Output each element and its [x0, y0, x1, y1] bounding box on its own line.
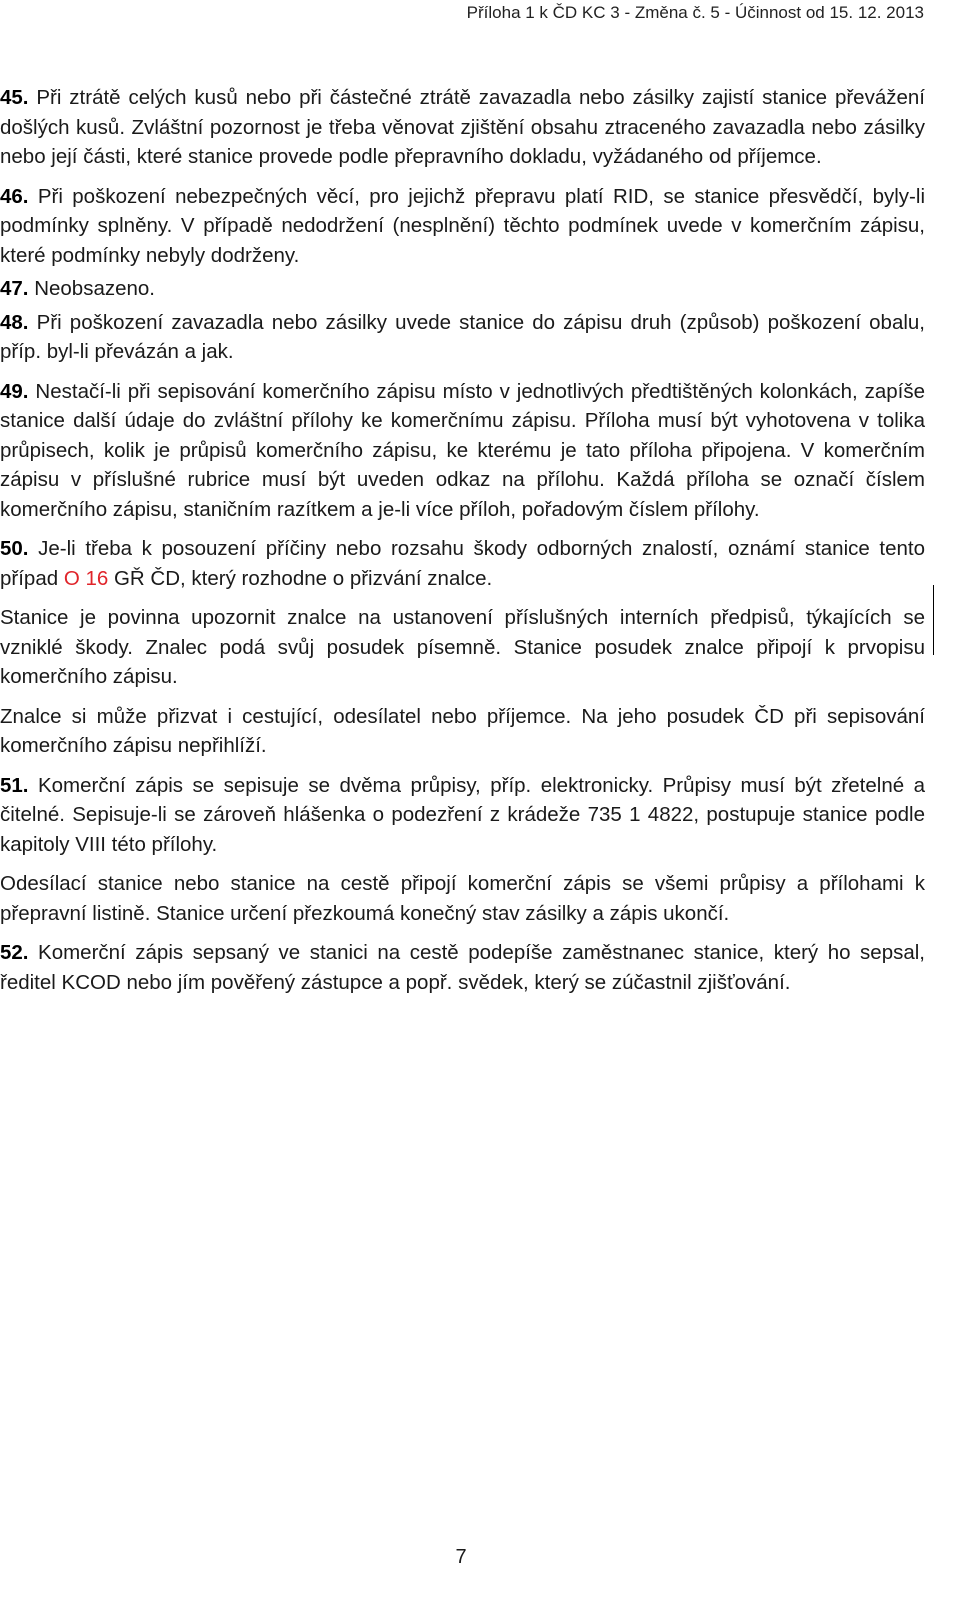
paragraph-number: 46. [0, 184, 29, 208]
paragraph-text: Stanice je povinna upozornit znalce na ustanovení příslušných interních předpisů, týkajících se vzniklé škody. Znalec podá svůj posudek písemně. Stanice posudek znalce připojí k prvopisu komerčního zápisu. [0, 606, 925, 688]
paragraph-text: Při poškození zavazadla nebo zásilky uvede stanice do zápisu druh (způsob) poškození obalu, příp. byl-li převázán a jak. [0, 310, 925, 363]
paragraph-50-note [0, 702, 925, 761]
paragraph-46 [0, 182, 925, 271]
paragraph-52 [0, 938, 925, 997]
paragraph-number: 50. [0, 537, 29, 560]
document-body [0, 83, 925, 997]
paragraph-50-continued [0, 603, 925, 692]
paragraph-number: 49. [0, 379, 29, 403]
paragraph-text: GŘ ČD, který rozhodne o přizvání znalce. [108, 566, 493, 590]
paragraph-text: Při ztrátě celých kusů nebo při částečné ztrátě zavazadla nebo zásilky zajistí stanice převážení došlých kusů. Zvláštní pozornost je třeba věnovat zjištění obsahu ztraceného zavazadla nebo zásilky nebo její části, které stanice provede podle přepravního dokladu, vyžádaného od příjemce. [0, 86, 925, 168]
paragraph-45 [0, 83, 925, 172]
paragraph-text: Komerční zápis se sepisuje se dvěma průpisy, příp. elektronicky. Průpisy musí být zřetelné a čitelné. Sepisuje-li se zároveň hlášenka o podezření z krádeže 735 1 4822, postupuje stanice podle kapitoly VIII této přílohy. [0, 773, 925, 856]
revision-change-bar [933, 585, 934, 655]
paragraph-number: 48. [0, 310, 29, 334]
paragraph-51 [0, 771, 925, 860]
paragraph-text: Je-li třeba k posouzení příčiny nebo rozsahu škody odborných znalostí, oznámí stanice tento případ [0, 537, 925, 590]
paragraph-text: Při poškození nebezpečných věcí, pro jejichž přepravu platí RID, se stanice přesvědčí, byly-li podmínky splněny. V případě nedodržení (nesplnění) těchto podmínek uvede v komerčním zápisu, které podmínky nebyly dodrženy. [0, 184, 925, 267]
paragraph-51-continued [0, 869, 925, 928]
paragraph-number: 45. [0, 86, 29, 109]
paragraph-text: Odesílací stanice nebo stanice na cestě připojí komerční zápis se všemi průpisy a přílohami k přepravní listině. Stanice určení přezkoumá konečný stav zásilky a zápis ukončí. [0, 872, 925, 925]
highlighted-reference: O 16 [63, 566, 109, 590]
paragraph-text: Znalce si může přizvat i cestující, odesílatel nebo příjemce. Na jeho posudek ČD při sepisování komerčního zápisu nepřihlíží. [0, 704, 925, 757]
paragraph-48 [0, 308, 925, 367]
paragraph-text: Neobsazeno. [28, 277, 156, 300]
paragraph-50 [0, 534, 925, 593]
paragraph-49 [0, 377, 925, 525]
paragraph-number: 47. [0, 277, 29, 300]
paragraph-text: Nestačí-li při sepisování komerčního zápisu místo v jednotlivých předtištěných kolonkách, zapíše stanice další údaje do zvláštní přílohy ke komerčnímu zápisu. Příloha musí být vyhotovena v tolika průpisech, kolik je průpisů komerčního zápisu, ke kterému je tato příloha připojena. V komerčním zápisu v příslušné rubrice musí být uveden odkaz na přílohu. Každá příloha se označí číslem komerčního zápisu, staničním razítkem a je-li více příloh, pořadovým číslem přílohy. [0, 379, 925, 521]
paragraph-47 [0, 274, 925, 304]
paragraph-text: Komerční zápis sepsaný ve stanici na cestě podepíše zaměstnanec stanice, který ho sepsal, ředitel KCOD nebo jím pověřený zástupce a popř. svědek, který se zúčastnil zjišťování. [0, 941, 925, 994]
page-header: Příloha 1 k ČD KC 3 - Změna č. 5 - Účinnost od 15. 12. 2013 [466, 3, 924, 22]
paragraph-number: 51. [0, 773, 29, 797]
paragraph-number: 52. [0, 941, 29, 964]
page-number: 7 [455, 1546, 467, 1568]
